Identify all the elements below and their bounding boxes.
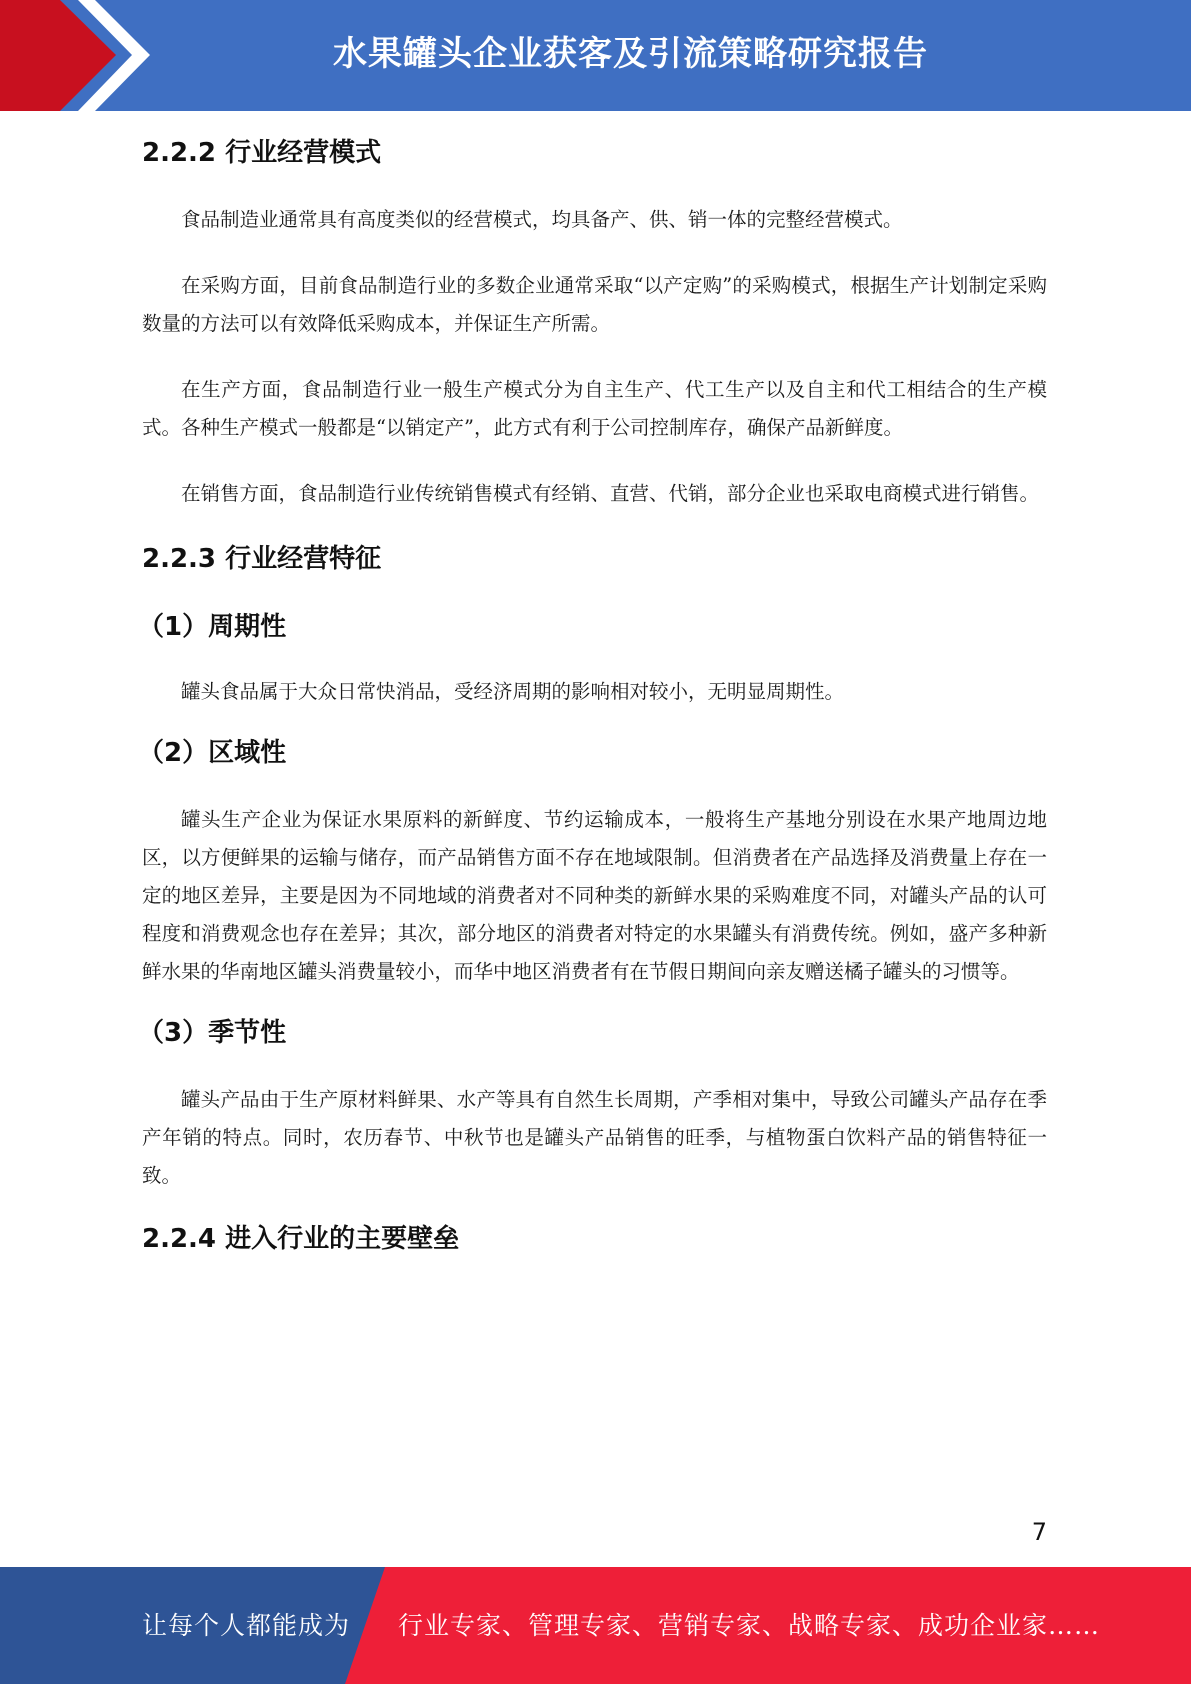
header-banner — [0, 0, 1191, 111]
subheading-cyclicality: （1）周期性 — [138, 612, 287, 642]
paragraph-production: 在生产方面，食品制造行业一般生产模式分为自主生产、代工生产以及自主和代工相结合的生产模式。各种生产模式一般都是“以销定产”，此方式有利于公司控制库存，确保产品新鲜度。 — [142, 378, 1047, 439]
paragraph-procurement: 在采购方面，目前食品制造行业的多数企业通常采取“以产定购”的采购模式，根据生产计划制定采购数量的方法可以有效降低采购成本，并保证生产所需。 — [142, 274, 1047, 335]
subheading-seasonality: （3）季节性 — [138, 1018, 287, 1048]
paragraph-regionality: 罐头生产企业为保证水果原料的新鲜度、节约运输成本，一般将生产基地分别设在水果产地周边地区，以方便鲜果的运输与储存，而产品销售方面不存在地域限制。但消费者在产品选择及消费量上存在一定的地区差异，主要是因为不同地域的消费者对不同种类的新鲜水果的采购难度不同，对罐头产品的认可程度和消费观念也存在差异；其次，部分地区的消费者对特定的水果罐头有消费传统。例如，盛产多种新鲜水果的华南地区罐头消费量较小，而华中地区消费者有在节假日期间向亲友赠送橘子罐头的习惯等。 — [142, 808, 1047, 983]
section-heading-2-2-2: 2.2.2 行业经营模式 — [142, 138, 382, 168]
footer-slogan-right: 行业专家、管理专家、营销专家、战略专家、成功企业家…… — [398, 1611, 1101, 1640]
page-number: 7 — [1031, 1518, 1047, 1546]
document-body — [138, 125, 1047, 1263]
paragraph-seasonality: 罐头产品由于生产原材料鲜果、水产等具有自然生长周期，产季相对集中，导致公司罐头产品存在季产年销的特点。同时，农历春节、中秋节也是罐头产品销售的旺季，与植物蛋白饮料产品的销售特征一致。 — [142, 1088, 1047, 1187]
paragraph-business-model-intro: 食品制造业通常具有高度类似的经营模式，均具备产、供、销一体的完整经营模式。 — [181, 208, 903, 231]
subheading-regionality: （2）区域性 — [138, 738, 287, 768]
section-heading-2-2-4: 2.2.4 进入行业的主要壁垒 — [142, 1224, 460, 1254]
paragraph-cyclicality: 罐头食品属于大众日常快消品，受经济周期的影响相对较小，无明显周期性。 — [181, 680, 845, 703]
paragraph-sales: 在销售方面，食品制造行业传统销售模式有经销、直营、代销，部分企业也采取电商模式进行销售。 — [181, 482, 1040, 505]
footer-slogan-left: 让每个人都能成为 — [142, 1611, 351, 1640]
footer-banner — [0, 1567, 1191, 1684]
report-title: 水果罐头企业获客及引流策略研究报告 — [333, 34, 928, 74]
section-heading-2-2-3: 2.2.3 行业经营特征 — [142, 544, 382, 574]
